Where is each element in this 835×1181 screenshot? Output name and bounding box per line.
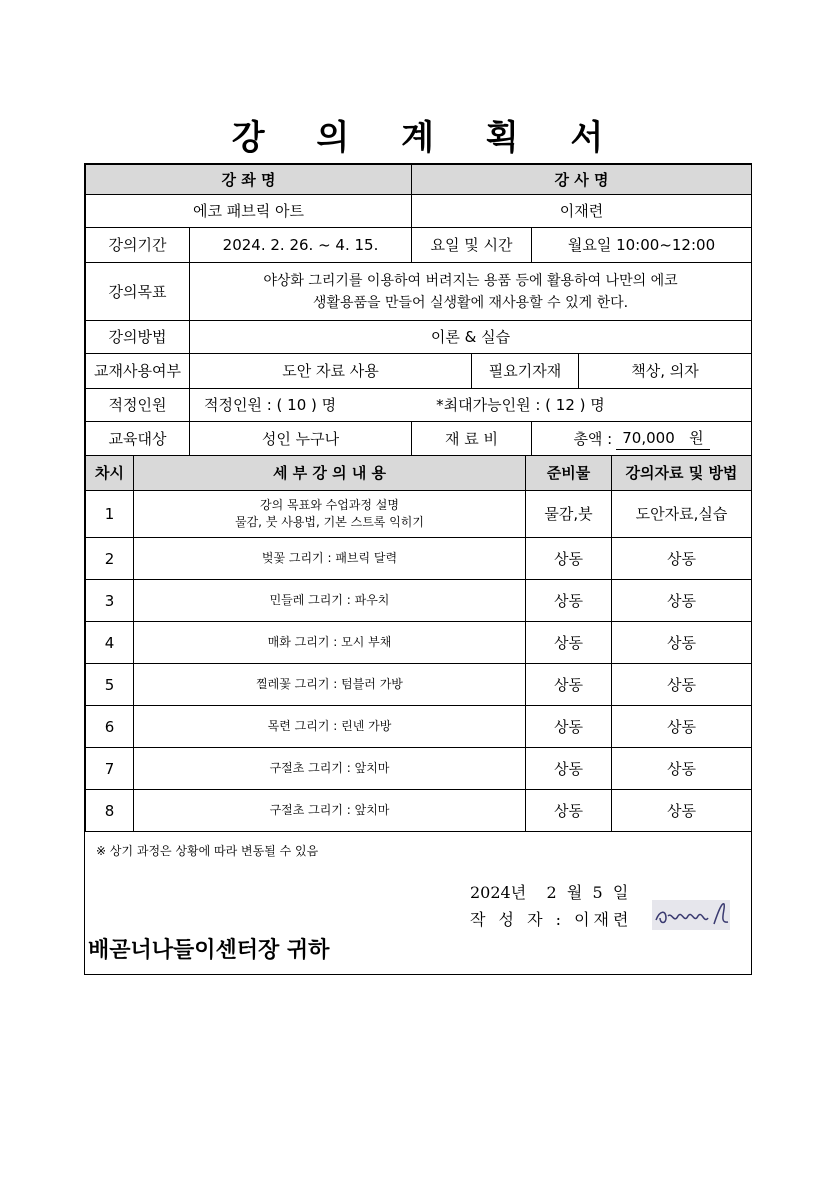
row-3-no: 3 [85,579,134,622]
capacity-value-cell [189,388,752,422]
row-1-prep: 물감,붓 [525,490,612,538]
document-date: 2024년 2 월 5 일 [470,883,629,902]
instructor-value: 이재련 [411,194,752,228]
row-2-materials: 상동 [611,537,752,580]
col-header-prep: 준비물 [525,455,612,491]
course-name-header: 강 좌 명 [85,164,412,195]
row-5-no: 5 [85,663,134,706]
fee-value [531,421,752,456]
method-label: 강의방법 [85,320,190,354]
col-header-materials: 강의자료 및 방법 [611,455,752,491]
period-label: 강의기간 [85,227,190,263]
materials-label: 교재사용여부 [85,353,190,389]
col-header-content: 세 부 강 의 내 용 [133,455,526,491]
materials-value: 도안 자료 사용 [189,353,472,389]
goal-line-1: 야상화 그리기를 이용하여 버려지는 용품 등에 활용하여 나만의 에코 [263,272,678,289]
row-5-prep: 상동 [525,663,612,706]
goal-line-2: 생활용품을 만들어 실생활에 재사용할 수 있게 한다. [312,294,629,311]
equipment-value: 책상, 의자 [578,353,752,389]
period-value: 2024. 2. 26. ~ 4. 15. [189,227,412,263]
method-value: 이론 & 실습 [189,320,752,354]
row-1-content-line-1: 강의 목표와 수업과정 설명 [260,498,399,512]
row-1-no: 1 [85,490,134,538]
fee-total-label: 총액 : [573,429,613,448]
row-3-content: 민들레 그리기 : 파우치 [133,579,526,622]
row-7-prep: 상동 [525,747,612,790]
row-8-materials: 상동 [611,789,752,832]
row-6-materials: 상동 [611,705,752,748]
row-1-content [133,490,526,538]
row-2-prep: 상동 [525,537,612,580]
goal-label: 강의목표 [85,262,190,321]
document-title: 강 의 계 획 서 [231,118,624,158]
row-5-materials: 상동 [611,663,752,706]
fee-label: 재 료 비 [411,421,532,456]
col-header-no: 차시 [85,455,134,491]
fee-amount-number: 70,000 [622,429,675,447]
capacity-value: 적정인원 : ( 10 ) 명 [204,396,337,414]
equipment-label: 필요기자재 [471,353,579,389]
row-5-content: 찔레꽃 그리기 : 텀블러 가방 [133,663,526,706]
recipient: 배곧너나들이센터장 귀하 [88,938,330,963]
target-value: 성인 누구나 [189,421,412,456]
row-6-prep: 상동 [525,705,612,748]
row-1-content-line-2: 물감, 붓 사용법, 기본 스트록 익히기 [235,515,424,529]
row-4-materials: 상동 [611,621,752,664]
day-time-value: 월요일 10:00~12:00 [531,227,752,263]
row-7-materials: 상동 [611,747,752,790]
row-8-no: 8 [85,789,134,832]
row-4-no: 4 [85,621,134,664]
goal-value [189,262,752,321]
row-2-no: 2 [85,537,134,580]
row-6-no: 6 [85,705,134,748]
row-8-prep: 상동 [525,789,612,832]
target-label: 교육대상 [85,421,190,456]
fee-unit: 원 [689,429,704,447]
instructor-header: 강 사 명 [411,164,752,195]
author-line: 작 성 자 : 이재련 [470,910,633,929]
row-3-prep: 상동 [525,579,612,622]
capacity-max-value: *최대가능인원 : ( 12 ) 명 [436,396,605,414]
row-1-materials: 도안자료,실습 [611,490,752,538]
row-4-prep: 상동 [525,621,612,664]
change-notice: ※ 상기 과정은 상황에 따라 변동될 수 있음 [96,844,319,858]
handwritten-signature [652,898,732,932]
row-8-content: 구절초 그리기 : 앞치마 [133,789,526,832]
day-time-label: 요일 및 시간 [411,227,532,263]
row-4-content: 매화 그리기 : 모시 부채 [133,621,526,664]
row-7-no: 7 [85,747,134,790]
row-7-content: 구절초 그리기 : 앞치마 [133,747,526,790]
course-name-value: 에코 패브릭 아트 [85,194,412,228]
fee-amount [616,427,709,450]
row-2-content: 벚꽃 그리기 : 패브릭 달력 [133,537,526,580]
row-3-materials: 상동 [611,579,752,622]
capacity-label: 적정인원 [85,388,190,422]
row-6-content: 목련 그리기 : 린넨 가방 [133,705,526,748]
